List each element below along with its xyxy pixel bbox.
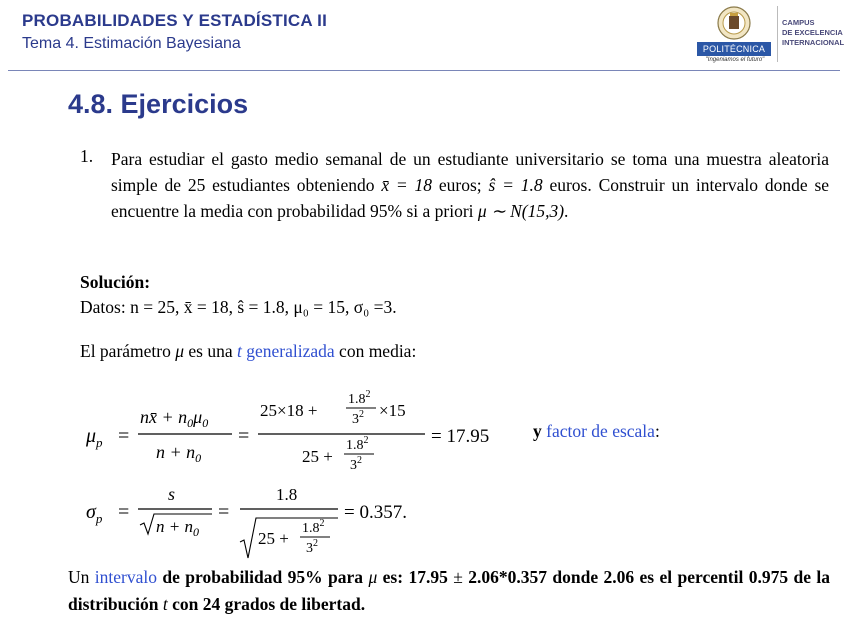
exercise-text-c: euros. Construir un intervalo donde se encuentre la media con probabilidad 95% si a priori [111, 175, 830, 221]
exercise-text-d: . [564, 201, 569, 221]
final-mu: μ [368, 567, 378, 587]
campus-line-2: DE EXCELENCIA [782, 28, 843, 37]
equals-2: = [238, 425, 250, 447]
final-text-e: con 24 grados de libertad. [167, 594, 366, 614]
param-generalized: generalizada [241, 341, 335, 361]
denom-frac-bottom: $3^2$ [350, 455, 362, 473]
exercise-statement [111, 146, 829, 224]
mean-denominator: $n + n_0$ [156, 442, 202, 465]
scale-factor-formula [80, 478, 460, 564]
solution-heading: Solución: [80, 272, 151, 292]
final-interval-word: intervalo [94, 567, 157, 587]
final-text-b: de probabilidad 95% para [157, 567, 369, 587]
scale-frac-bottom: $3^2$ [306, 538, 318, 556]
sigma-p-symbol: $\sigma_p$ [86, 501, 103, 526]
param-t: t [237, 341, 242, 361]
section-title: 4.8. Ejercicios [68, 89, 249, 119]
exercise-text-a: Para estudiar el gasto medio semanal de un estudiante universitario se toma una muestra aleatoria simple de 25 estudiantes obteniendo [111, 149, 829, 195]
param-mu: μ [175, 341, 185, 361]
datos-label: Datos: [80, 297, 131, 317]
numeric-times-15: ×15 [379, 401, 406, 420]
sigma-p-result: = 0.357. [344, 502, 407, 523]
numeric-frac-bottom: $3^2$ [352, 409, 364, 427]
course-title: PROBABILIDADES Y ESTADÍSTICA II [22, 11, 327, 30]
equals-1: = [118, 425, 130, 447]
final-t: t [162, 594, 168, 614]
param-text-b: es una [184, 341, 238, 361]
exercise-text-b: euros; [432, 175, 489, 195]
final-plus-minus: ± [453, 567, 463, 587]
scale-denom-25: 25 + [258, 529, 289, 548]
given-data [80, 297, 397, 318]
final-text-d: 2.06*0.357 donde 2.06 es el percentil 0.975 de la distribución [68, 567, 831, 614]
topic-subtitle: Tema 4. Estimación Bayesiana [22, 35, 241, 52]
scale-factor-text: factor de escala [546, 421, 655, 441]
scale-frac-top: $1.8^2$ [302, 518, 325, 536]
equals-4: = [218, 501, 230, 523]
datos-values: n = 25, x̄ = 18, ŝ = 1.8, μ₀ = 15, σ₀ =3. [130, 297, 397, 317]
param-text-c: con media: [334, 341, 417, 361]
and-label: y [533, 421, 547, 441]
scale-num-value: 1.8 [276, 485, 298, 504]
final-text-a: Un [68, 567, 95, 587]
campus-excellence-label [782, 18, 844, 48]
upm-logo [695, 4, 775, 66]
scale-denominator: $n + n_0$ [156, 517, 199, 539]
prior-distribution: μ ∼ N(15,3) [477, 201, 565, 221]
campus-line-3: INTERNACIONAL [782, 38, 845, 47]
mu-p-symbol: $\mu_p$ [86, 425, 103, 450]
exercise-number: 1. [80, 146, 94, 166]
header-divider [8, 70, 840, 71]
campus-line-1: CAMPUS [782, 18, 815, 27]
logo-label: POLITÉCNICA [697, 42, 771, 56]
mean-numerator: nx̄ + $n_0\mu_0$ [140, 407, 209, 430]
scale-factor-label [533, 421, 660, 442]
final-text-c: es: 17.95 [377, 567, 454, 587]
mu-p-result: = 17.95 [431, 426, 490, 447]
colon: : [654, 421, 660, 441]
final-interval-statement [68, 564, 830, 618]
denom-frac-top: $1.8^2$ [346, 435, 369, 453]
numeric-frac-top: $1.8^2$ [348, 389, 371, 407]
parameter-sentence [80, 341, 416, 362]
numeric-denominator: 25 + [302, 447, 333, 466]
crest-icon [717, 4, 751, 42]
numeric-numerator: 25×18 + [260, 401, 318, 420]
scale-numerator: s [168, 484, 176, 504]
equals-3: = [118, 501, 130, 523]
logo-separator [777, 6, 778, 62]
logo-motto: "Ingeniamos el futuro" [705, 57, 765, 63]
posterior-mean-formula [80, 382, 540, 474]
xbar-equation: x̄ = 18 [381, 175, 433, 195]
shat-equation: ŝ = 1.8 [488, 175, 543, 195]
param-text-a: El parámetro [80, 341, 176, 361]
